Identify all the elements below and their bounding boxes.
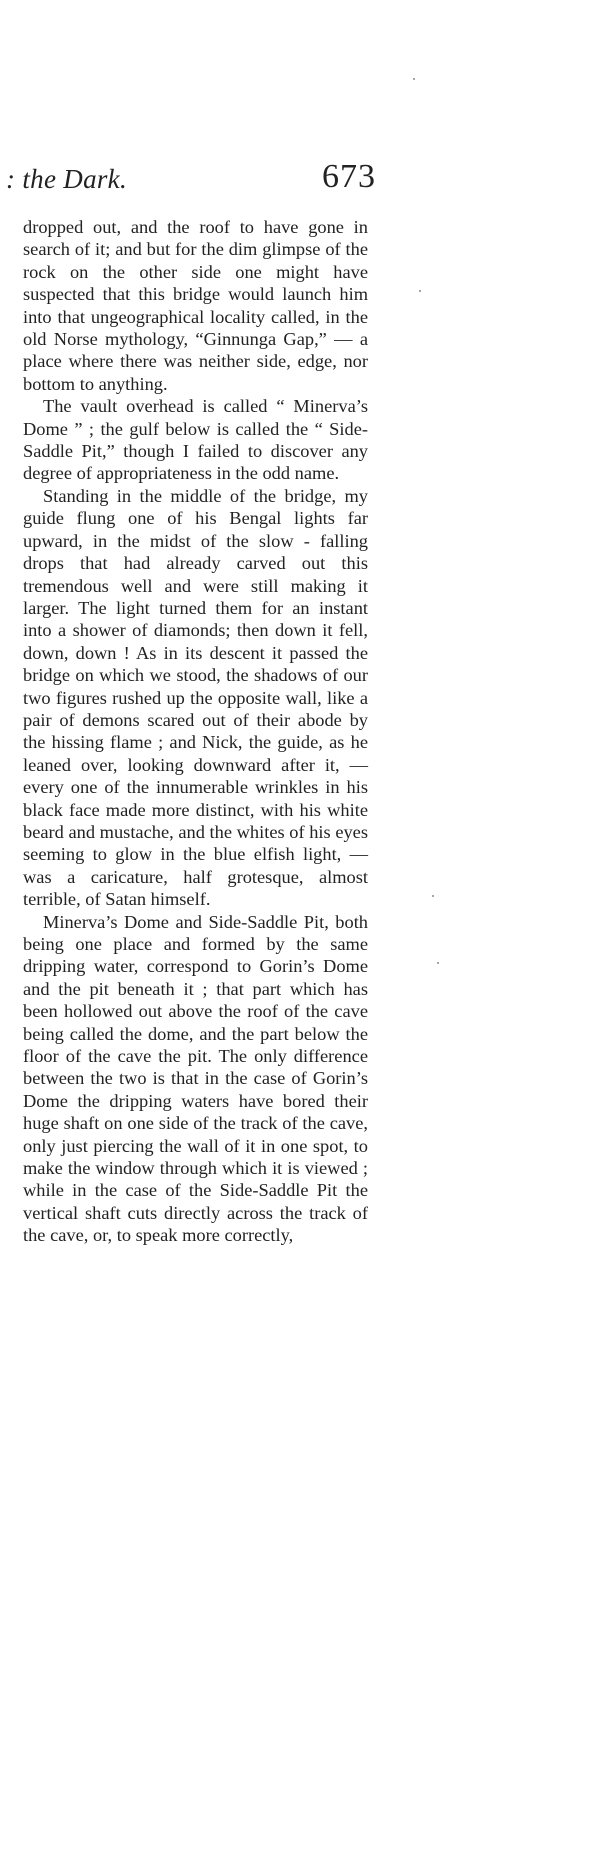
paragraph: Standing in the middle of the bridge, my guide flung one of his Bengal lights far upward, in the midst of the slow - falling drops that had already carved out this tremendous well and were still making it larger. The light turned them for an instant into a shower of diamonds; then down it fell, down, down ! As in its descent it passed the bridge on which we stood, the shadows of our two figures rushed up the opposite wall, like a pair of demons scared out of their abode by the hissing flame ; and Nick, the guide, as he leaned over, looking downward after it, — every one of the innumerable wrinkles in his black face made more distinct, with his white beard and mustache, and the whites of his eyes seeming to glow in the blue elfish light, — was a caricature, half grotesque, almost terrible, of Satan himself. <box>23 485 368 910</box>
paragraph: Minerva’s Dome and Side-Saddle Pit, both being one place and formed by the same dripping water, correspond to Gorin’s Dome and the pit beneath it ; that part which has been hollowed out above the roof of the cave being called the dome, and the part below the floor of the cave the pit. The only difference between the two is that in the case of Gorin’s Dome the dripping waters have bored their huge shaft on one side of the track of the cave, only just piercing the wall of it in one spot, to make the window through which it is viewed ; while in the case of the Side-Saddle Pit the vertical shaft cuts directly across the track of the cave, or, to speak more correctly, <box>23 911 368 1246</box>
page-number: 673 <box>322 158 376 195</box>
paragraph: The vault overhead is called “ Minerva’s Dome ” ; the gulf below is called the “ Side-Saddle Pit,” though I failed to discover any degree of appropriateness in the odd name. <box>23 396 368 484</box>
scan-speck <box>437 962 439 964</box>
body-text <box>23 216 368 1247</box>
paragraph: dropped out, and the roof to have gone in search of it; and but for the dim glimpse of the rock on the other side one might have suspected that this bridge would launch him into that ungeographical locality called, in the old Norse mythology, “Ginnunga Gap,” — a place where there was neither side, edge, nor bottom to anything. <box>23 217 368 394</box>
scan-speck <box>413 78 415 80</box>
page-header <box>6 158 376 204</box>
scan-speck <box>432 895 434 897</box>
scan-speck <box>419 290 421 292</box>
running-title: : the Dark. <box>6 164 128 194</box>
